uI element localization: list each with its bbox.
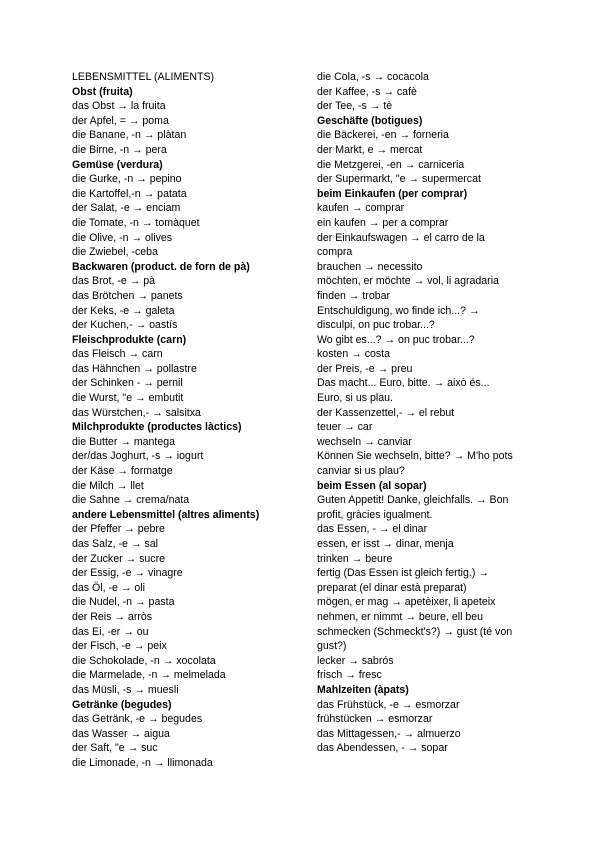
vocab-entry: frisch → fresc xyxy=(317,669,382,682)
vocab-entry: die Kartoffel,-n → patata xyxy=(72,187,187,200)
vocab-entry: der Kaffee, -s → cafè xyxy=(317,85,417,98)
vocab-entry: wechseln → canviar xyxy=(317,435,412,448)
vocab-entry: der Preis, -e → preu xyxy=(317,362,413,375)
vocab-entry: die Limonade, -n → llimonada xyxy=(72,756,213,769)
vocab-entry: die Gurke, -n → pepino xyxy=(72,173,182,186)
vocab-entry: ein kaufen → per a comprar xyxy=(317,216,449,229)
vocab-entry: der Pfeffer → pebre xyxy=(72,523,165,536)
vocab-entry: die Milch → llet xyxy=(72,479,144,492)
vocab-entry: der Saft, "e → suc xyxy=(72,742,158,755)
vocab-entry: der Kuchen,- → oastís xyxy=(72,319,178,332)
vocab-entry: fertig (Das Essen ist gleich fertig.) → xyxy=(317,567,489,580)
vocab-entry: brauchen → necessito xyxy=(317,260,423,273)
vocab-entry: trinken → beure xyxy=(317,552,393,565)
vocab-entry: die Banane, -n → plàtan xyxy=(72,129,187,142)
vocab-entry: der Fisch, -e → peix xyxy=(72,640,167,653)
section-heading: Mahlzeiten (àpats) xyxy=(317,683,409,696)
vocab-entry: das Fleisch → carn xyxy=(72,348,163,361)
vocab-entry: das Obst → la fruita xyxy=(72,100,166,113)
vocab-entry: die Olive, -n → olives xyxy=(72,231,173,244)
vocab-entry: Entschuldigung, wo finde ich...? → xyxy=(317,304,480,317)
section-heading: Getränke (begudes) xyxy=(72,698,172,711)
vocab-entry: compra xyxy=(317,246,353,259)
vocab-entry: lecker → sabrós xyxy=(317,654,394,667)
vocab-entry: Guten Appetit! Danke, gleichfalls. → Bon xyxy=(317,494,509,507)
vocab-entry: das Abendessen, - → sopar xyxy=(317,742,448,755)
vocab-entry: Euro, si us plau. xyxy=(317,392,393,405)
section-heading: beim Einkaufen (per comprar) xyxy=(317,187,468,200)
vocab-entry: schmecken (Schmeckt's?) → gust (té von xyxy=(317,625,513,638)
vocab-entry: die Tomate, -n → tomàquet xyxy=(72,216,200,229)
vocab-entry: der/das Joghurt, -s → iogurt xyxy=(72,450,204,463)
section-heading: Fleischprodukte (carn) xyxy=(72,333,187,346)
vocab-entry: das Salz, -e → sal xyxy=(72,538,158,550)
vocab-entry: die Wurst, "e → embutit xyxy=(72,392,184,405)
vocab-entry: der Schinken - → pernil xyxy=(72,377,183,390)
section-heading: andere Lebensmittel (altres aliments) xyxy=(72,508,260,521)
vocab-entry: der Salat, -e → enciam xyxy=(72,202,181,215)
vocab-entry: möchten, er möchte → vol, li agradaria xyxy=(317,275,499,288)
vocab-entry: der Reis → arròs xyxy=(72,610,153,623)
vocab-entry: das Würstchen,- → salsitxa xyxy=(72,406,201,419)
vocab-entry: kaufen → comprar xyxy=(317,202,405,215)
vocab-entry: die Birne, -n → pera xyxy=(72,143,167,156)
vocab-entry: nehmen, er nimmt → beure, ell beu xyxy=(317,610,484,623)
vocab-entry: das Öl, -e → oli xyxy=(72,581,146,594)
vocab-entry: die Marmelade, -n → melmelada xyxy=(72,669,226,682)
vocab-entry: die Cola, -s → cocacola xyxy=(317,71,429,83)
vocab-entry: Das macht... Euro, bitte. → això és... xyxy=(317,377,490,390)
vocab-entry: preparat (el dinar està preparat) xyxy=(317,581,467,594)
vocab-entry: der Keks, -e → galeta xyxy=(72,304,175,317)
vocab-entry: die Sahne → crema/nata xyxy=(72,494,190,507)
vocab-entry: mögen, er mag → apetèixer, li apeteix xyxy=(317,596,496,609)
vocab-entry: das Ei, -er → ou xyxy=(72,625,149,638)
vocab-entry: teuer → car xyxy=(317,421,373,434)
right-column xyxy=(317,70,552,756)
vocab-entry: das Hähnchen → pollastre xyxy=(72,362,197,375)
vocab-entry: der Essig, -e → vinagre xyxy=(72,567,183,580)
vocab-entry: die Zwiebel, -ceba xyxy=(72,246,158,259)
vocab-entry: gust?) xyxy=(317,640,347,653)
vocab-entry: der Apfel, = → poma xyxy=(72,114,169,127)
vocab-entry: das Getränk, -e → begudes xyxy=(72,713,203,726)
left-column xyxy=(72,70,302,771)
section-heading: Obst (fruita) xyxy=(72,85,133,98)
vocab-entry: das Frühstück, -e → esmorzar xyxy=(317,698,460,711)
vocab-entry: der Käse → formatge xyxy=(72,465,173,478)
section-heading: Backwaren (product. de forn de pà) xyxy=(72,260,250,273)
vocab-entry: der Kassenzettel,- → el rebut xyxy=(317,406,455,419)
vocab-entry: der Supermarkt, "e → supermercat xyxy=(317,173,481,186)
vocab-entry: der Markt, e → mercat xyxy=(317,143,423,156)
vocab-entry: der Zucker → sucre xyxy=(72,552,166,565)
vocab-entry: kosten → costa xyxy=(317,348,391,361)
section-heading: beim Essen (al sopar) xyxy=(317,479,427,492)
vocab-entry: die Nudel, -n → pasta xyxy=(72,596,175,609)
vocab-entry: die Bäckerei, -en → forneria xyxy=(317,129,449,142)
section-heading: Gemüse (verdura) xyxy=(72,158,163,171)
vocab-entry: der Tee, -s → tè xyxy=(317,100,393,113)
vocab-entry: der Einkaufswagen → el carro de la xyxy=(317,231,485,244)
vocab-entry: das Brötchen → panets xyxy=(72,289,183,302)
vocab-entry: die Metzgerei, -en → carniceria xyxy=(317,158,465,171)
vocab-entry: profit, gràcies igualment. xyxy=(317,508,433,521)
vocab-entry: das Brot, -e → pà xyxy=(72,275,156,288)
vocab-entry: das Müsli, -s → muesli xyxy=(72,683,179,696)
section-heading: Milchprodukte (productes làctics) xyxy=(72,421,242,434)
vocab-entry: Wo gibt es...? → on puc trobar...? xyxy=(317,333,475,346)
vocab-entry: die Butter → mantega xyxy=(72,435,176,448)
vocab-entry: essen, er isst → dinar, menja xyxy=(317,538,454,550)
vocab-entry: frühstücken → esmorzar xyxy=(317,713,433,726)
vocab-entry: die Schokolade, -n → xocolata xyxy=(72,654,216,667)
vocab-entry: das Mittagessen,- → almuerzo xyxy=(317,727,461,740)
vocab-entry: das Essen, - → el dinar xyxy=(317,523,428,536)
vocab-entry: finden → trobar xyxy=(317,289,391,302)
vocab-entry: canviar si us plau? xyxy=(317,465,405,478)
vocab-entry: disculpi, on puc trobar...? xyxy=(317,319,435,332)
section-heading: Geschäfte (botigues) xyxy=(317,114,423,127)
vocab-entry: Können Sie wechseln, bitte? → M'ho pots xyxy=(317,450,513,463)
vocab-entry: LEBENSMITTEL (ALIMENTS) xyxy=(72,71,215,83)
vocab-entry: das Wasser → aigua xyxy=(72,727,170,740)
